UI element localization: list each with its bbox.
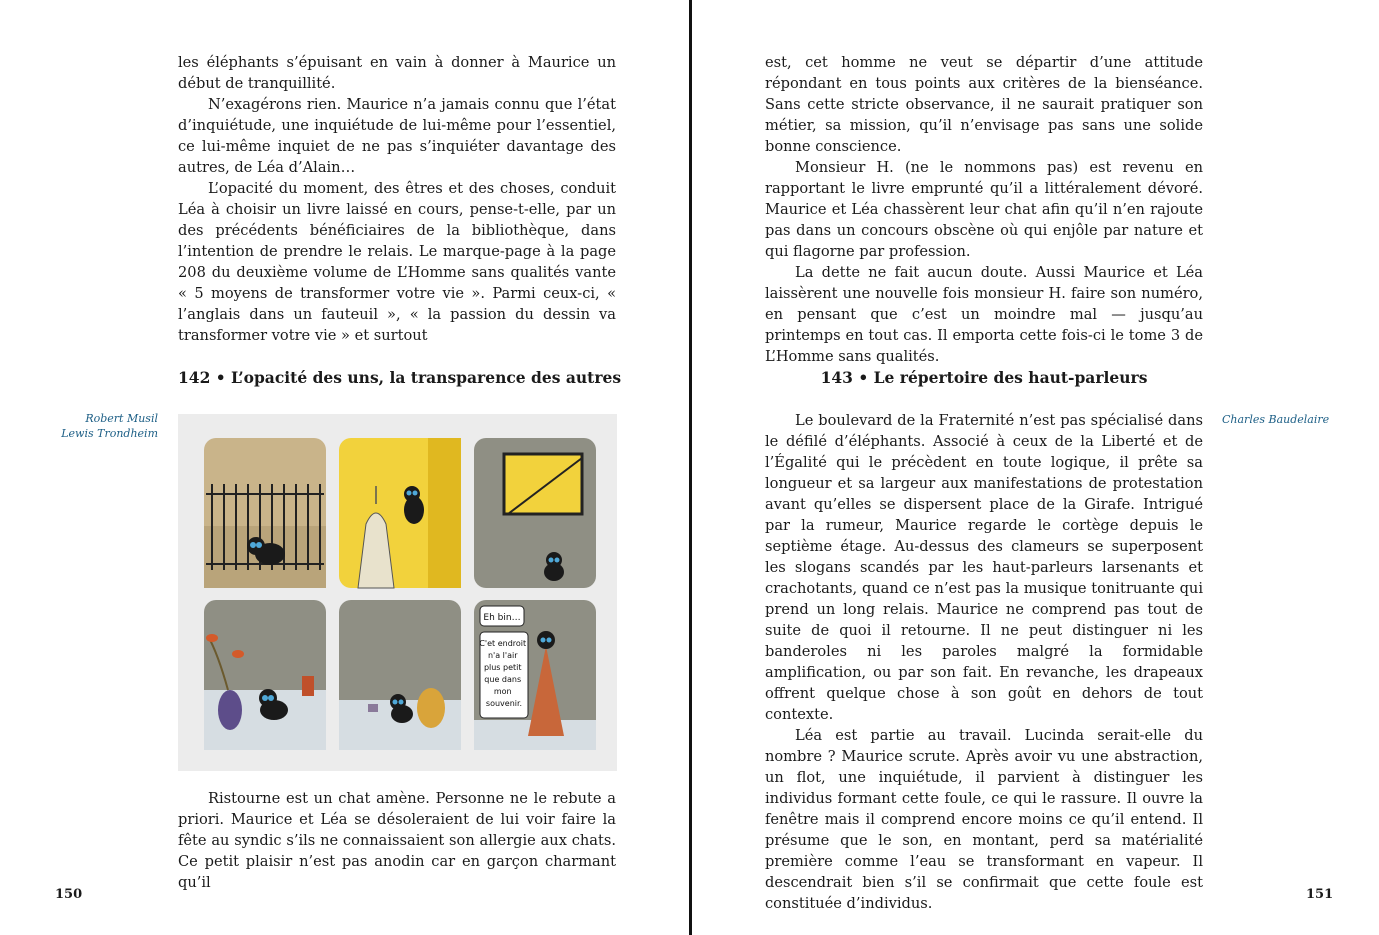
left-page-bottom-text [178, 788, 616, 893]
left-page-top-text [178, 52, 616, 346]
comic-panel-fence [204, 438, 326, 588]
paragraph: Ristourne est un chat amène. Personne ne le rebute a priori. Maurice et Léa se désoleraient de lui voir faire la fête au syndic s’ils ne connaissaient son allergie aux chats. Ce petit plaisir n’est pas anodin car en garçon charmant qu’il [178, 790, 616, 891]
page-number-left: 150 [55, 887, 83, 902]
section-heading-142: 142 • L’opacité des uns, la transparence des autres [178, 368, 622, 387]
right-margin-notes [1222, 412, 1329, 427]
speech-bubble-1: Eh bin… [483, 613, 521, 623]
page-number-right: 151 [1306, 887, 1334, 902]
paragraph: La dette ne fait aucun doute. Aussi Maurice et Léa laissèrent une nouvelle fois monsieur H. faire son numéro, en pensant que c’est un moindre mal — jusqu’au printemps en tout cas. Il emporta cette fois-ci le tome 3 de L’Homme sans qualités. [765, 264, 1203, 365]
speech-line: n'a l'air [487, 651, 518, 660]
paragraph: est, cet homme ne veut se départir d’une attitude répondant en tous points aux critères de la bienséance. Sans cette stricte observance, il ne saurait pratiquer son métier, sa mission, qu’il n’envisage pas sans une solide bonne conscience. [765, 54, 1203, 155]
margin-note-author: Robert Musil [85, 412, 158, 425]
comic-panel-window [474, 438, 596, 588]
comic-panel-vase [204, 600, 326, 750]
paragraph: Léa est partie au travail. Lucinda serait-elle du nombre ? Maurice scrute. Après avoir vu une abstraction, un flot, une inquiétude, il parvient à distinguer les individus formant cette foule, ce qui le rassure. Il ouvre la fenêtre mais il comprend encore moins ce qu’il entend. Il présume que le son, en montant, perd sa matérialité première comme l’eau se transformant en vapeur. Il descendrait bien s’il se confirmait que cette foule est constituée d’individus. [765, 727, 1203, 912]
paragraph: L’opacité du moment, des êtres et des choses, conduit Léa à choisir un livre laissé en cours, pense-t-elle, par un des précédents bénéficiaires de la bibliothèque, dans l’intention de prendre le relais. Le marque-page à la page 208 du deuxième volume de L’Homme sans qualités vante « 5 moyens de transformer votre vie ». Parmi ceux-ci, « l’anglais dans un fauteuil », « la passion du dessin va transformer votre vie » et surtout [178, 180, 616, 344]
paragraph: Le boulevard de la Fraternité n’est pas spécialisé dans le défilé d’éléphants. Associé à ceux de la Liberté et de l’Égalité qui le précèdent en toute logique, il prête sa longueur et sa largeur aux manifestations de protestation avant qu’elles se dispersent place de la Girafe. Intrigué par la rumeur, Maurice regarde le cortège depuis le septième étage. Au-dessus des clameurs se superposent les slogans scandés par les haut-parleurs larsenants et crachotants, quand ce n’est pas la musique tonitruante qui prend un long relais. Maurice ne comprend pas tout de suite de quoi il retourne. Il ne peut distinguer ni les banderoles ni les paroles malgré la formidable amplification, ou par son fait. En revanche, les drapeaux offrent quelque chose à son goût en dehors de tout contexte. [765, 412, 1203, 723]
book-spine [689, 0, 692, 935]
section-heading-143: 143 • Le répertoire des haut-parleurs [820, 368, 1148, 387]
right-page-bottom-text [765, 410, 1203, 914]
paragraph: les éléphants s’épuisant en vain à donner à Maurice un début de tranquillité. [178, 54, 616, 92]
right-page-top-text [765, 52, 1203, 367]
margin-note-author: Lewis Trondheim [61, 427, 158, 440]
comic-strip [178, 414, 617, 771]
left-margin-notes [61, 411, 158, 441]
speech-line: C'et endroit [479, 639, 527, 648]
speech-line: plus petit [483, 663, 522, 672]
paragraph: N’exagérons rien. Maurice n’a jamais connu que l’état d’inquiétude, une inquiétude de lui-même pour l’essentiel, ce lui-même inquiet de ne pas s’inquiéter davantage des autres, de Léa d’Alain… [178, 96, 616, 176]
comic-panel-speech [474, 600, 596, 750]
speech-line: souvenir. [485, 699, 523, 708]
paragraph: Monsieur H. (ne le nommons pas) est revenu en rapportant le livre emprunté qu’il a littéralement dévoré. Maurice et Léa chassèrent leur chat afin qu’il n’en rajoute pas dans un concours obscène où qui enjôle par nature et qui flagorne par profession. [765, 159, 1203, 260]
speech-line: que dans [484, 675, 522, 684]
comic-panel-tower [339, 438, 461, 588]
margin-note-author: Charles Baudelaire [1222, 413, 1330, 426]
speech-line: mon [493, 687, 512, 696]
comic-panel-broom [339, 600, 461, 750]
